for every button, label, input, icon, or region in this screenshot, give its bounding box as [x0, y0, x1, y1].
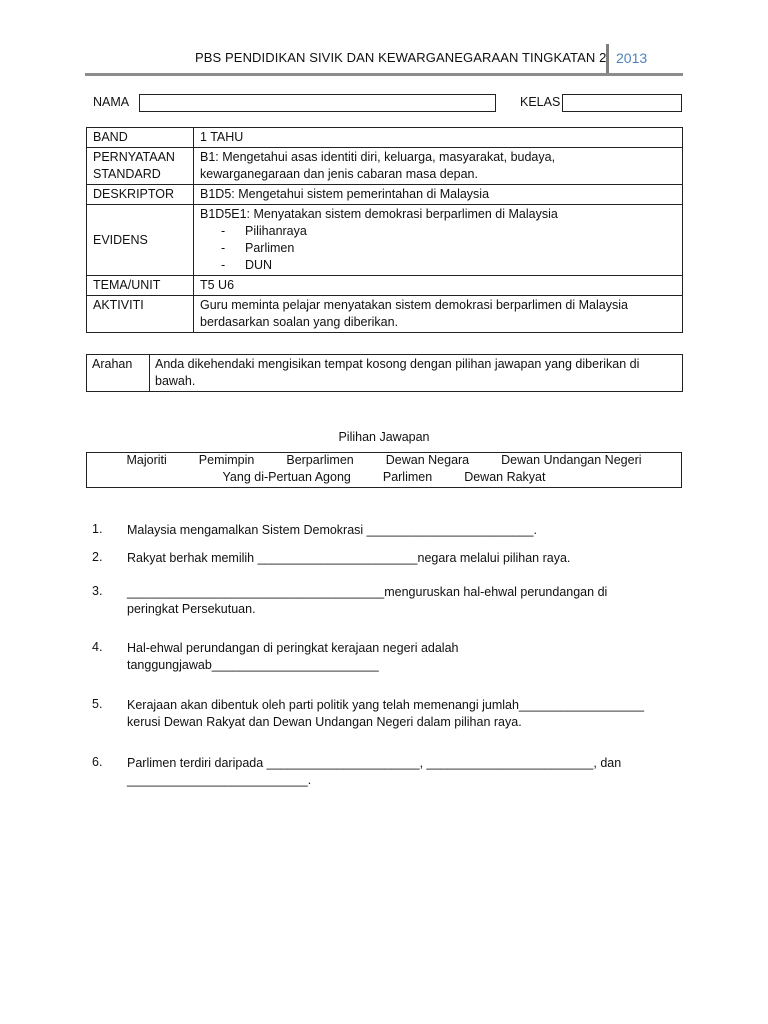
choice-yang-di-pertuan-agong: Yang di-Pertuan Agong [222, 470, 351, 484]
table-row-theme [87, 276, 683, 296]
theme-label: TEMA/UNIT [87, 276, 194, 296]
instruction-table [86, 354, 683, 392]
choice-dewan-rakyat: Dewan Rakyat [464, 470, 546, 484]
question-line: Hal-ehwal perundangan di peringkat kerajaan negeri adalah [127, 641, 459, 655]
question-line: _____________________________________menguruskan hal-ehwal perundangan di [127, 585, 608, 599]
list-item: - Pilihanraya [221, 224, 307, 238]
question-number: 5. [92, 697, 103, 711]
question-5 [127, 697, 672, 731]
band-value: 1 TAHU [194, 128, 683, 148]
standard-line1: B1: Mengetahui asas identiti diri, keluarga, masyarakat, budaya, [200, 150, 556, 164]
standard-value [194, 148, 683, 185]
question-line: Parlimen terdiri daripada ______________________, ________________________, dan [127, 756, 622, 770]
table-row-activity [87, 296, 683, 333]
evidence-value [194, 205, 683, 276]
choice-dewan-undangan-negeri: Dewan Undangan Negeri [501, 453, 642, 467]
question-line: Rakyat berhak memilih _______________________negara melalui pilihan raya. [127, 551, 571, 565]
document-year: 2013 [616, 50, 648, 66]
question-line: Malaysia mengamalkan Sistem Demokrasi ________________________. [127, 523, 537, 537]
theme-value: T5 U6 [194, 276, 683, 296]
instruction-line2: bawah. [155, 374, 196, 388]
question-6 [127, 755, 672, 789]
class-field[interactable] [562, 94, 682, 112]
choice-majoriti: Majoriti [126, 453, 167, 467]
instruction-line1: Anda dikehendaki mengisikan tempat kosong dengan pilihan jawapan yang diberikan di [155, 357, 640, 371]
question-number: 3. [92, 584, 103, 598]
band-label: BAND [87, 128, 194, 148]
question-line: peringkat Persekutuan. [127, 602, 256, 616]
table-row-band [87, 128, 683, 148]
activity-value [194, 296, 683, 333]
question-number: 4. [92, 640, 103, 654]
info-table [86, 127, 683, 333]
document-title: PBS PENDIDIKAN SIVIK DAN KEWARGANEGARAAN TINGKATAN 2 [195, 50, 607, 65]
header-rule [85, 73, 683, 76]
standard-label [87, 148, 194, 185]
activity-line2: berdasarkan soalan yang diberikan. [200, 315, 399, 329]
question-3 [127, 584, 672, 618]
name-label: NAMA [93, 95, 130, 109]
instruction-text [150, 355, 683, 392]
question-number: 1. [92, 522, 103, 536]
descriptor-label: DESKRIPTOR [87, 185, 194, 205]
question-number: 6. [92, 755, 103, 769]
answer-choices-row2 [86, 470, 682, 484]
evidence-label: EVIDENS [87, 205, 194, 276]
choice-dewan-negara: Dewan Negara [385, 453, 470, 467]
header-separator [606, 44, 609, 73]
choice-pemimpin: Pemimpin [198, 453, 255, 467]
choice-berparlimen: Berparlimen [286, 453, 354, 467]
class-label: KELAS [520, 95, 561, 109]
instruction-label: Arahan [87, 355, 150, 392]
question-2 [127, 550, 672, 567]
standard-label-line2: STANDARD [93, 167, 161, 181]
question-line: tanggungjawab________________________ [127, 658, 379, 672]
question-1 [127, 522, 672, 539]
answer-choices-row1 [86, 453, 682, 467]
list-item: - DUN [221, 258, 273, 272]
descriptor-value: B1D5: Mengetahui sistem pemerintahan di Malaysia [194, 185, 683, 205]
question-line: Kerajaan akan dibentuk oleh parti politik yang telah memenangi jumlah__________________ [127, 698, 645, 712]
standard-label-line1: PERNYATAAN [93, 150, 175, 164]
choice-parlimen: Parlimen [382, 470, 433, 484]
answer-choices-title: Pilihan Jawapan [338, 430, 430, 444]
question-4 [127, 640, 672, 674]
evidence-item: Pilihanraya [245, 224, 307, 238]
question-line: kerusi Dewan Rakyat dan Dewan Undangan Negeri dalam pilihan raya. [127, 715, 522, 729]
evidence-statement: B1D5E1: Menyatakan sistem demokrasi berparlimen di Malaysia [200, 207, 558, 221]
activity-label: AKTIVITI [87, 296, 194, 333]
question-number: 2. [92, 550, 103, 564]
table-row-standard [87, 148, 683, 185]
evidence-item: DUN [245, 258, 273, 272]
list-item: - Parlimen [221, 241, 295, 255]
table-row-evidence [87, 205, 683, 276]
table-row-descriptor [87, 185, 683, 205]
standard-line2: kewarganegaraan dan jenis cabaran masa depan. [200, 167, 478, 181]
name-field[interactable] [139, 94, 496, 112]
question-line: __________________________. [127, 773, 312, 787]
evidence-item: Parlimen [245, 241, 295, 255]
activity-line1: Guru meminta pelajar menyatakan sistem demokrasi berparlimen di Malaysia [200, 298, 628, 312]
evidence-list [200, 223, 676, 274]
